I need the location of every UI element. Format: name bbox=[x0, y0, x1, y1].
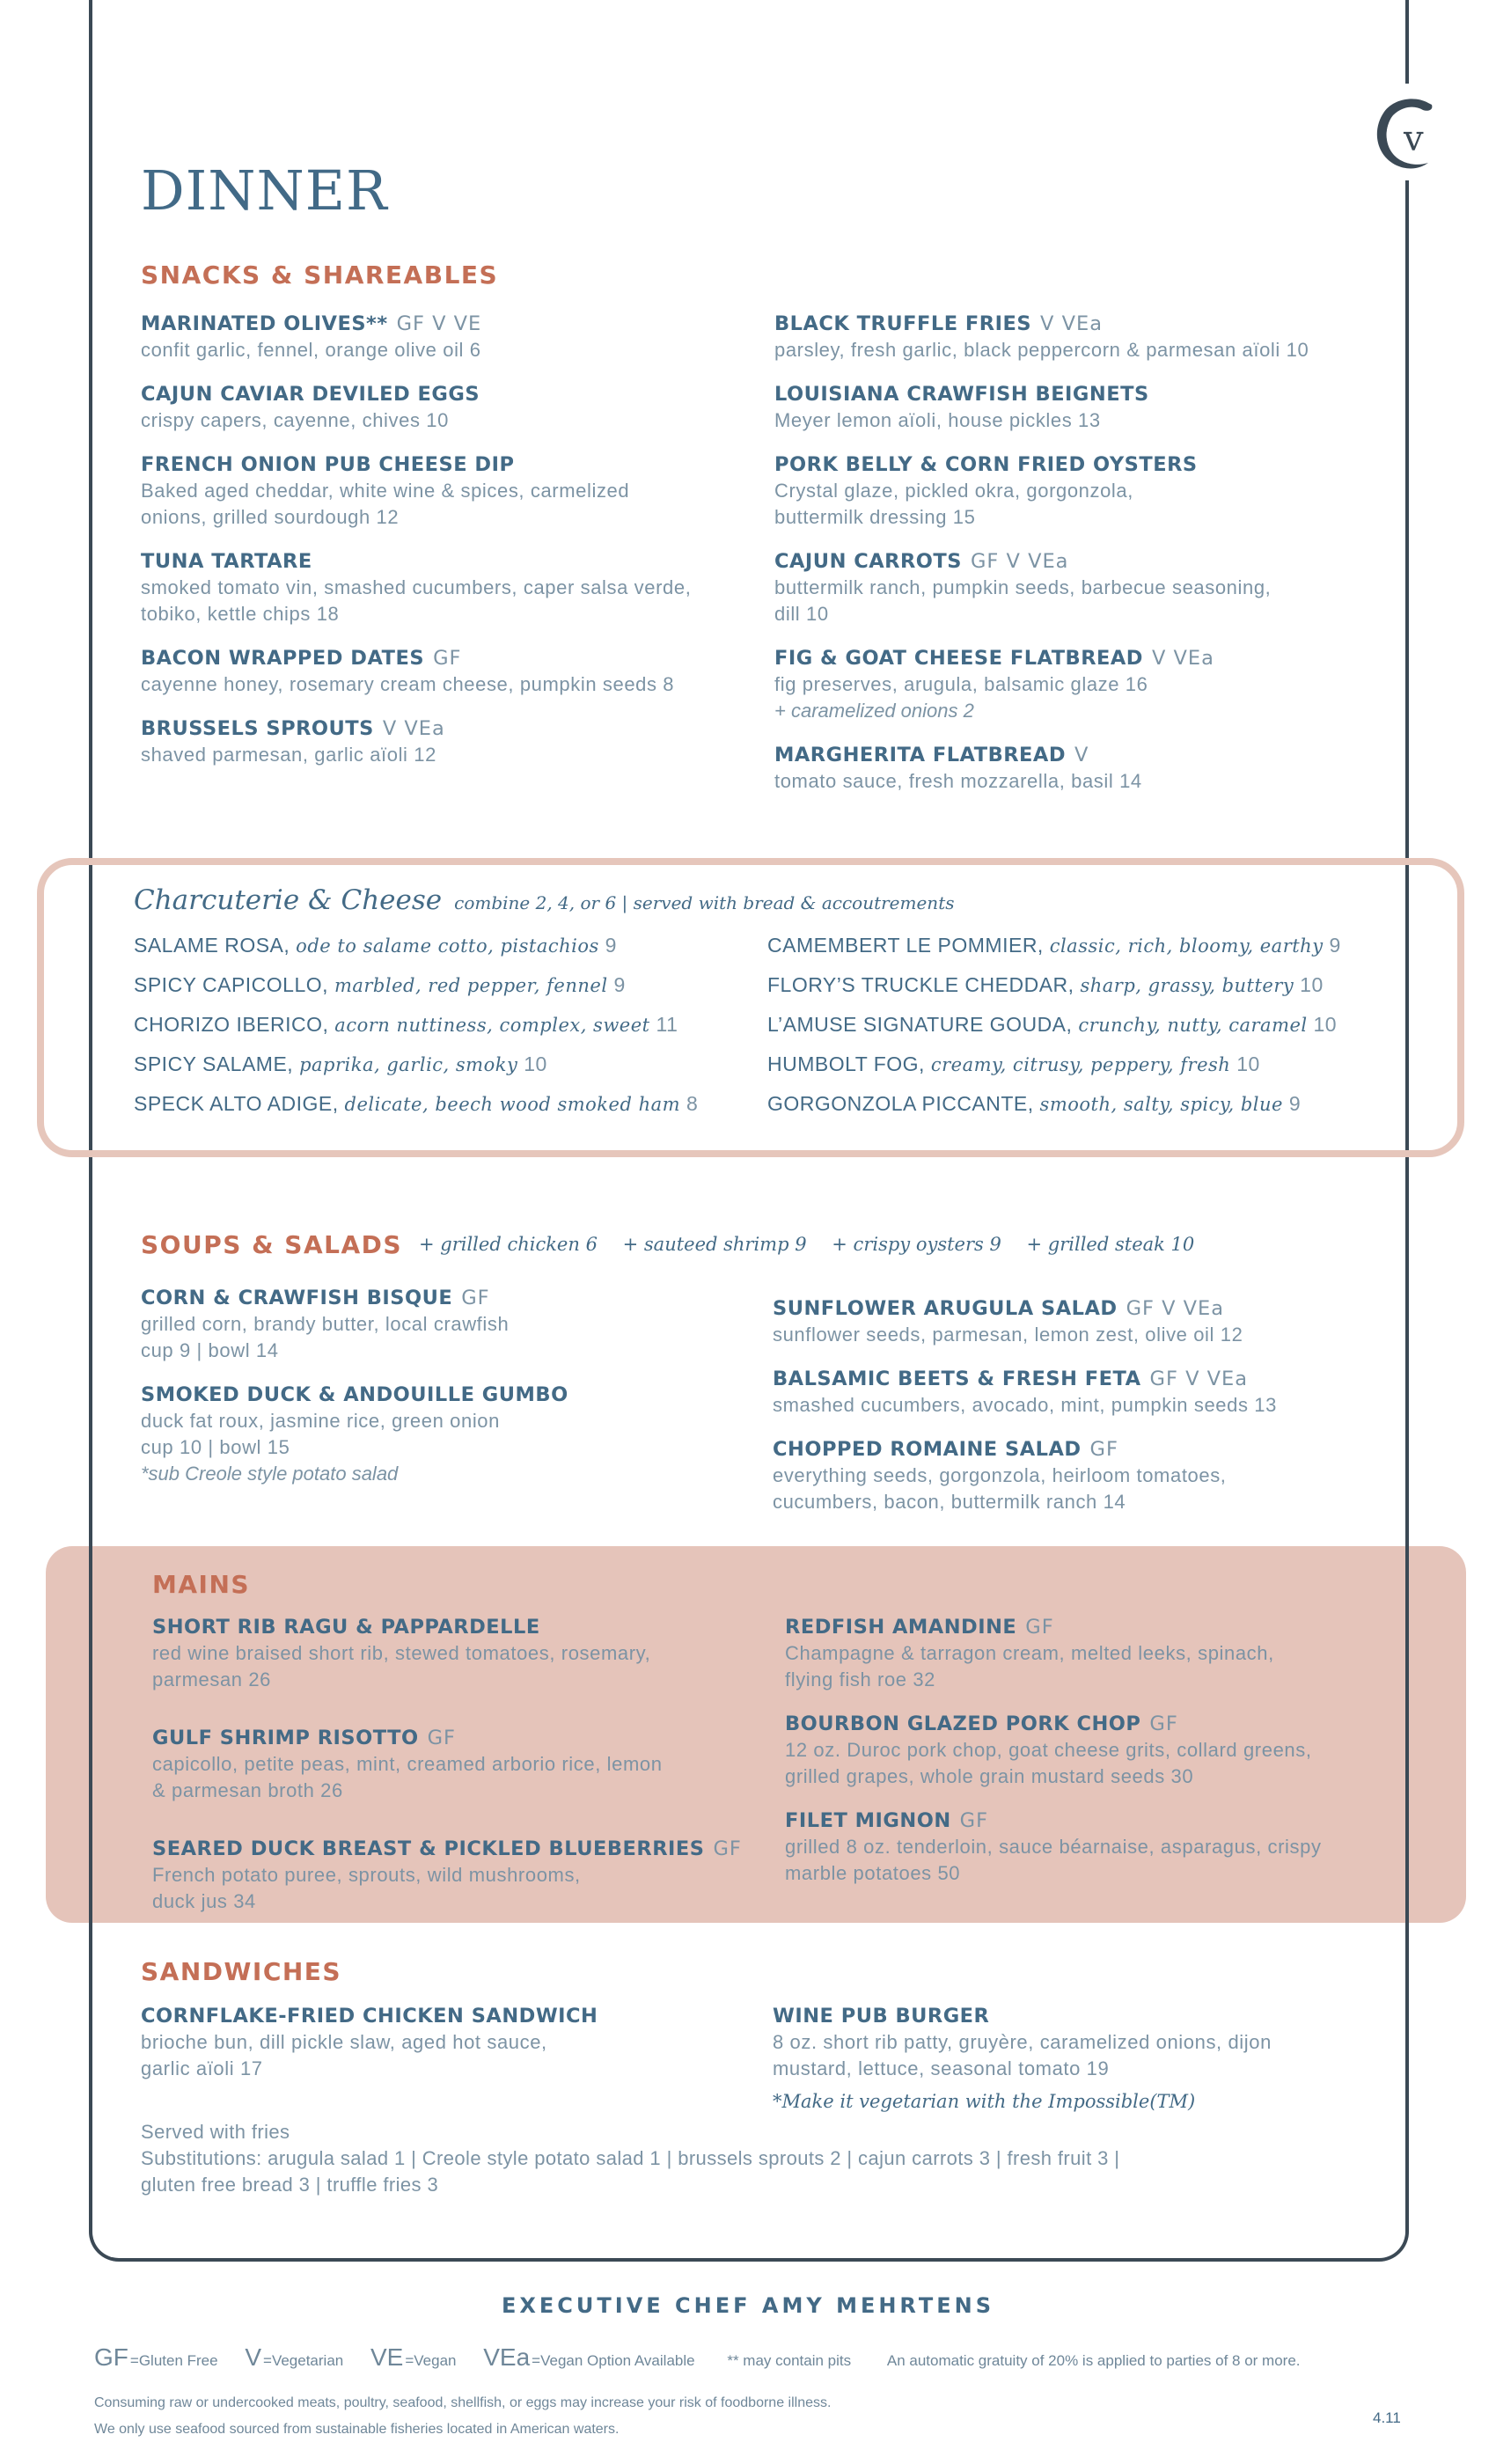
menu-item-name bbox=[773, 1295, 1406, 1322]
menu-item-name bbox=[774, 311, 1408, 337]
substitutions-line-2: gluten free bread 3 | truffle fries 3 bbox=[141, 2174, 439, 2196]
dietary-tags: GF bbox=[959, 1809, 989, 1832]
addon-item: + crispy oysters 9 bbox=[832, 1234, 1001, 1255]
menu-item bbox=[774, 742, 1408, 795]
charcuterie-item bbox=[767, 1005, 1401, 1045]
menu-item bbox=[152, 1614, 768, 1693]
charcuterie-item-price: 10 bbox=[1313, 1013, 1338, 1036]
menu-item-name bbox=[774, 451, 1408, 478]
item-title: BLACK TRUFFLE FRIES bbox=[774, 312, 1032, 335]
dietary-tags: GF bbox=[713, 1837, 742, 1860]
menu-item-name bbox=[773, 1366, 1406, 1392]
legend-abbr: GF bbox=[94, 2343, 128, 2371]
charcuterie-item-name: L’AMUSE SIGNATURE GOUDA, bbox=[767, 1013, 1073, 1036]
legend-meaning: =Vegan Option Available bbox=[532, 2352, 695, 2369]
menu-item-description: parmesan 26 bbox=[152, 1668, 272, 1690]
charcuterie-title: Charcuterie & Cheese bbox=[134, 884, 443, 916]
dietary-tags: V VEa bbox=[382, 717, 445, 740]
menu-item bbox=[785, 1808, 1419, 1887]
menu-item-description: French potato puree, sprouts, wild mushrooms, bbox=[152, 1864, 581, 1886]
menu-item-name bbox=[152, 1614, 768, 1640]
charcuterie-item bbox=[767, 1084, 1401, 1124]
dietary-tags: GF V VE bbox=[396, 312, 482, 335]
menu-item-description: confit garlic, fennel, orange olive oil 6 bbox=[141, 339, 481, 361]
charcuterie-item-name: SALAME ROSA, bbox=[134, 934, 290, 957]
menu-item-name bbox=[785, 1711, 1419, 1737]
menu-item-description: Baked aged cheddar, white wine & spices, carmelized bbox=[141, 480, 630, 502]
menu-item-name bbox=[141, 381, 748, 407]
menu-item-name bbox=[785, 1808, 1419, 1834]
charcuterie-item-description: ode to salame cotto, pistachios bbox=[296, 935, 599, 957]
charcuterie-item-description: marbled, red pepper, fennel bbox=[334, 975, 608, 996]
charcuterie-item-price: 9 bbox=[1288, 1092, 1302, 1115]
charcuterie-item-price: 10 bbox=[1236, 1052, 1260, 1075]
charcuterie-item bbox=[134, 926, 767, 965]
menu-item bbox=[141, 1285, 748, 1364]
sides-info bbox=[141, 2119, 1373, 2198]
addon-item: + grilled steak 10 bbox=[1026, 1234, 1195, 1255]
menu-item-name bbox=[774, 548, 1408, 575]
menu-item-description: grilled 8 oz. tenderloin, sauce béarnaise, asparagus, crispy bbox=[785, 1836, 1322, 1858]
item-title: SMOKED DUCK & ANDOUILLE GUMBO bbox=[141, 1383, 568, 1406]
menu-item-name bbox=[773, 1436, 1406, 1463]
menu-item-name bbox=[774, 381, 1408, 407]
item-title: CAJUN CARROTS bbox=[774, 550, 962, 573]
menu-item-description: capicollo, petite peas, mint, creamed arborio rice, lemon bbox=[152, 1753, 663, 1775]
charcuterie-item bbox=[134, 965, 767, 1005]
menu-item bbox=[774, 311, 1408, 363]
snacks-right-column bbox=[774, 311, 1408, 812]
menu-item-note: + caramelized onions 2 bbox=[774, 700, 974, 722]
menu-item bbox=[773, 1366, 1406, 1419]
menu-item-description: sunflower seeds, parmesan, lemon zest, olive oil 12 bbox=[773, 1324, 1243, 1346]
item-title: CAJUN CAVIAR DEVILED EGGS bbox=[141, 383, 480, 406]
menu-item-description: garlic aïoli 17 bbox=[141, 2057, 263, 2079]
dietary-tags: V VEa bbox=[1151, 647, 1214, 670]
menu-item bbox=[141, 2003, 748, 2082]
section-heading-soups: SOUPS & SALADS bbox=[141, 1230, 403, 1259]
charcuterie-item-name: SPICY CAPICOLLO, bbox=[134, 973, 329, 996]
item-title: PORK BELLY & CORN FRIED OYSTERS bbox=[774, 453, 1198, 476]
menu-item-name bbox=[141, 715, 748, 742]
protein-addons bbox=[419, 1234, 1214, 1255]
menu-item-name bbox=[773, 2003, 1406, 2029]
legend-meaning: =Gluten Free bbox=[129, 2352, 218, 2369]
charcuterie-item-description: creamy, citrusy, peppery, fresh bbox=[930, 1054, 1231, 1075]
menu-item-note: *Make it vegetarian with the Impossible(TM) bbox=[773, 2091, 1196, 2112]
soups-right-column bbox=[773, 1295, 1406, 1533]
charcuterie-heading bbox=[134, 884, 955, 916]
sandwiches-right-column bbox=[773, 2003, 1406, 2133]
dietary-tags: GF V VEa bbox=[1126, 1297, 1225, 1320]
dietary-tags: GF bbox=[1089, 1438, 1118, 1461]
charcuterie-item-price: 10 bbox=[524, 1052, 547, 1075]
item-title: LOUISIANA CRAWFISH BEIGNETS bbox=[774, 383, 1149, 406]
menu-item-name bbox=[141, 311, 748, 337]
charcuterie-item-price: 9 bbox=[613, 973, 626, 996]
legend-abbr: VE bbox=[370, 2343, 404, 2371]
charcuterie-item-description: sharp, grassy, buttery bbox=[1080, 975, 1294, 996]
charcuterie-item-price: 9 bbox=[605, 934, 617, 957]
dietary-tags: GF V VEa bbox=[971, 550, 1069, 573]
charcuterie-item-name: CAMEMBERT LE POMMIER, bbox=[767, 934, 1044, 957]
menu-item-description: crispy capers, cayenne, chives 10 bbox=[141, 409, 449, 431]
menu-item bbox=[141, 715, 748, 768]
item-title: CORNFLAKE-FRIED CHICKEN SANDWICH bbox=[141, 2005, 598, 2028]
charcuterie-item-name: SPECK ALTO ADIGE, bbox=[134, 1092, 339, 1115]
item-title: CORN & CRAWFISH BISQUE bbox=[141, 1287, 453, 1309]
item-title: BALSAMIC BEETS & FRESH FETA bbox=[773, 1368, 1141, 1390]
menu-item-description: buttermilk dressing 15 bbox=[774, 506, 976, 528]
charcuterie-meats-column bbox=[134, 926, 767, 1124]
menu-item-description: Crystal glaze, pickled okra, gorgonzola, bbox=[774, 480, 1133, 502]
menu-item bbox=[785, 1614, 1419, 1693]
menu-item-name bbox=[152, 1836, 768, 1862]
served-with-text: Served with fries bbox=[141, 2121, 290, 2143]
gratuity-note: An automatic gratuity of 20% is applied to parties of 8 or more. bbox=[886, 2352, 1301, 2369]
item-title: MARINATED OLIVES** bbox=[141, 312, 388, 335]
menu-item bbox=[774, 645, 1408, 724]
raw-food-warning: Consuming raw or undercooked meats, poultry, seafood, shellfish, or eggs may increase your risk of foodborne illness. bbox=[94, 2395, 832, 2410]
menu-item-description: dill 10 bbox=[774, 603, 829, 625]
sandwiches-left-column bbox=[141, 2003, 748, 2100]
charcuterie-cheese-column bbox=[767, 926, 1401, 1124]
charcuterie-item-description: smooth, salty, spicy, blue bbox=[1039, 1094, 1283, 1115]
charcuterie-item-description: paprika, garlic, smoky bbox=[299, 1054, 518, 1075]
charcuterie-item-description: acorn nuttiness, complex, sweet bbox=[334, 1015, 650, 1036]
menu-item-name bbox=[141, 1382, 748, 1408]
charcuterie-item-description: delicate, beech wood smoked ham bbox=[344, 1094, 681, 1115]
item-title: SUNFLOWER ARUGULA SALAD bbox=[773, 1297, 1118, 1320]
charcuterie-item-name: CHORIZO IBERICO, bbox=[134, 1013, 329, 1036]
seafood-sourcing-note: We only use seafood sourced from sustainable fisheries located in American waters. bbox=[94, 2422, 620, 2437]
dietary-tags: V VEa bbox=[1040, 312, 1103, 335]
menu-item bbox=[141, 645, 748, 698]
menu-item-description: grilled grapes, whole grain mustard seeds 30 bbox=[785, 1765, 1194, 1787]
menu-item-name bbox=[152, 1725, 768, 1751]
menu-item bbox=[141, 1382, 748, 1487]
charcuterie-item-name: HUMBOLT FOG, bbox=[767, 1052, 925, 1075]
menu-item-description: duck fat roux, jasmine rice, green onion bbox=[141, 1410, 500, 1432]
menu-item-description: tomato sauce, fresh mozzarella, basil 14 bbox=[774, 770, 1142, 792]
charcuterie-item bbox=[767, 1045, 1401, 1084]
menu-version: 4.11 bbox=[1373, 2409, 1401, 2426]
addon-item: + grilled chicken 6 bbox=[419, 1234, 598, 1255]
section-heading-snacks: SNACKS & SHAREABLES bbox=[141, 260, 499, 290]
charcuterie-item-price: 8 bbox=[686, 1092, 699, 1115]
charcuterie-item-price: 9 bbox=[1329, 934, 1341, 957]
charcuterie-item-price: 10 bbox=[1300, 973, 1324, 996]
menu-item bbox=[141, 548, 748, 627]
menu-item-description: 8 oz. short rib patty, gruyère, caramelized onions, dijon bbox=[773, 2031, 1272, 2053]
item-title: BRUSSELS SPROUTS bbox=[141, 717, 374, 740]
item-title: SHORT RIB RAGU & PAPPARDELLE bbox=[152, 1616, 540, 1639]
item-title: WINE PUB BURGER bbox=[773, 2005, 990, 2028]
menu-item bbox=[152, 1836, 768, 1915]
legend-meaning: =Vegan bbox=[405, 2352, 457, 2369]
dietary-tags: GF bbox=[461, 1287, 490, 1309]
menu-item-description: mustard, lettuce, seasonal tomato 19 bbox=[773, 2057, 1110, 2079]
dietary-tags: V bbox=[1074, 744, 1089, 766]
mains-left-column bbox=[152, 1614, 768, 1947]
menu-item bbox=[774, 548, 1408, 627]
menu-item-description: tobiko, kettle chips 18 bbox=[141, 603, 340, 625]
charcuterie-item bbox=[767, 926, 1401, 965]
menu-item-description: parsley, fresh garlic, black peppercorn & parmesan aïoli 10 bbox=[774, 339, 1309, 361]
menu-item bbox=[141, 311, 748, 363]
menu-item-description: cayenne honey, rosemary cream cheese, pumpkin seeds 8 bbox=[141, 673, 675, 695]
menu-item-name bbox=[774, 645, 1408, 671]
charcuterie-item bbox=[134, 1084, 767, 1124]
menu-item-description: grilled corn, brandy butter, local crawfish bbox=[141, 1313, 510, 1335]
menu-item-description: everything seeds, gorgonzola, heirloom tomatoes, bbox=[773, 1464, 1227, 1486]
section-heading-sandwiches: SANDWICHES bbox=[141, 1957, 342, 1986]
legend-abbr: VEa bbox=[483, 2343, 531, 2371]
legend-abbr: V bbox=[245, 2343, 262, 2371]
charcuterie-item-name: GORGONZOLA PICCANTE, bbox=[767, 1092, 1034, 1115]
legend-meaning: =Vegetarian bbox=[263, 2352, 344, 2369]
menu-item-name bbox=[141, 548, 748, 575]
pits-note: ** may contain pits bbox=[727, 2352, 852, 2369]
addon-item: + sauteed shrimp 9 bbox=[622, 1234, 807, 1255]
menu-item-description: & parmesan broth 26 bbox=[152, 1779, 343, 1801]
charcuterie-subtitle: combine 2, 4, or 6 | served with bread & accoutrements bbox=[454, 892, 955, 913]
menu-item-description: Meyer lemon aïoli, house pickles 13 bbox=[774, 409, 1101, 431]
menu-item-description: buttermilk ranch, pumpkin seeds, barbecue seasoning, bbox=[774, 576, 1272, 598]
menu-item-description: cucumbers, bacon, buttermilk ranch 14 bbox=[773, 1491, 1126, 1513]
menu-item-description: 12 oz. Duroc pork chop, goat cheese grits, collard greens, bbox=[785, 1739, 1312, 1761]
menu-item-description: marble potatoes 50 bbox=[785, 1862, 961, 1884]
menu-item bbox=[773, 2003, 1406, 2116]
snacks-left-column bbox=[141, 311, 748, 786]
item-title: CHOPPED ROMAINE SALAD bbox=[773, 1438, 1082, 1461]
menu-item-note: *sub Creole style potato salad bbox=[141, 1463, 399, 1485]
item-title: FILET MIGNON bbox=[785, 1809, 951, 1832]
menu-item-name bbox=[141, 645, 748, 671]
menu-item-description: red wine braised short rib, stewed tomatoes, rosemary, bbox=[152, 1642, 651, 1664]
menu-item bbox=[774, 451, 1408, 531]
charcuterie-item-description: crunchy, nutty, caramel bbox=[1078, 1015, 1308, 1036]
menu-item-description: duck jus 34 bbox=[152, 1890, 256, 1912]
menu-item bbox=[774, 381, 1408, 434]
menu-item bbox=[773, 1295, 1406, 1348]
menu-item-description: onions, grilled sourdough 12 bbox=[141, 506, 400, 528]
menu-item-name bbox=[785, 1614, 1419, 1640]
menu-item bbox=[141, 381, 748, 434]
substitutions-line-1: Substitutions: arugula salad 1 | Creole style potato salad 1 | brussels sprouts 2 | cajun carrots 3 | fresh fruit 3 | bbox=[141, 2147, 1120, 2169]
svg-text:v: v bbox=[1404, 119, 1424, 159]
dietary-tags: GF bbox=[427, 1727, 456, 1749]
menu-item-name bbox=[141, 2003, 748, 2029]
menu-item-name bbox=[141, 1285, 748, 1311]
page-title: DINNER bbox=[141, 158, 388, 223]
charcuterie-item bbox=[767, 965, 1401, 1005]
menu-item-description: smoked tomato vin, smashed cucumbers, caper salsa verde, bbox=[141, 576, 692, 598]
menu-item-name bbox=[774, 742, 1408, 768]
item-title: MARGHERITA FLATBREAD bbox=[774, 744, 1066, 766]
charcuterie-item bbox=[134, 1045, 767, 1084]
item-title: BACON WRAPPED DATES bbox=[141, 647, 425, 670]
menu-item-description: brioche bun, dill pickle slaw, aged hot sauce, bbox=[141, 2031, 547, 2053]
menu-item bbox=[785, 1711, 1419, 1790]
item-title: FIG & GOAT CHEESE FLATBREAD bbox=[774, 647, 1143, 670]
menu-item-description: Champagne & tarragon cream, melted leeks, spinach, bbox=[785, 1642, 1274, 1664]
dietary-legend bbox=[94, 2343, 1301, 2372]
menu-item bbox=[152, 1725, 768, 1804]
item-title: TUNA TARTARE bbox=[141, 550, 312, 573]
dietary-tags: GF bbox=[1149, 1712, 1178, 1735]
charcuterie-item-name: FLORY’S TRUCKLE CHEDDAR, bbox=[767, 973, 1074, 996]
charcuterie-item-price: 11 bbox=[656, 1013, 678, 1036]
menu-item-name bbox=[141, 451, 748, 478]
menu-item-description: flying fish roe 32 bbox=[785, 1668, 935, 1690]
section-heading-mains: MAINS bbox=[152, 1570, 251, 1599]
item-title: BOURBON GLAZED PORK CHOP bbox=[785, 1712, 1141, 1735]
item-title: SEARED DUCK BREAST & PICKLED BLUEBERRIES bbox=[152, 1837, 705, 1860]
menu-item-description: smashed cucumbers, avocado, mint, pumpkin seeds 13 bbox=[773, 1394, 1277, 1416]
menu-item-description: cup 10 | bowl 15 bbox=[141, 1436, 290, 1458]
charcuterie-item-description: classic, rich, bloomy, earthy bbox=[1049, 935, 1324, 957]
executive-chef-credit: EXECUTIVE CHEF AMY MEHRTENS bbox=[502, 2293, 994, 2318]
menu-item bbox=[141, 451, 748, 531]
charcuterie-item bbox=[134, 1005, 767, 1045]
dietary-tags: GF bbox=[1025, 1616, 1054, 1639]
item-title: GULF SHRIMP RISOTTO bbox=[152, 1727, 419, 1749]
menu-item bbox=[773, 1436, 1406, 1515]
item-title: FRENCH ONION PUB CHEESE DIP bbox=[141, 453, 515, 476]
item-title: REDFISH AMANDINE bbox=[785, 1616, 1017, 1639]
soups-left-column bbox=[141, 1285, 748, 1505]
cv-monogram-logo-icon bbox=[1360, 84, 1456, 180]
charcuterie-item-name: SPICY SALAME, bbox=[134, 1052, 294, 1075]
menu-item-description: cup 9 | bowl 14 bbox=[141, 1339, 279, 1361]
menu-item-description: fig preserves, arugula, balsamic glaze 16 bbox=[774, 673, 1148, 695]
dietary-tags: GF bbox=[433, 647, 462, 670]
dietary-tags: GF V VEa bbox=[1149, 1368, 1249, 1390]
mains-right-column bbox=[785, 1614, 1419, 1904]
menu-item-description: shaved parmesan, garlic aïoli 12 bbox=[141, 744, 436, 766]
